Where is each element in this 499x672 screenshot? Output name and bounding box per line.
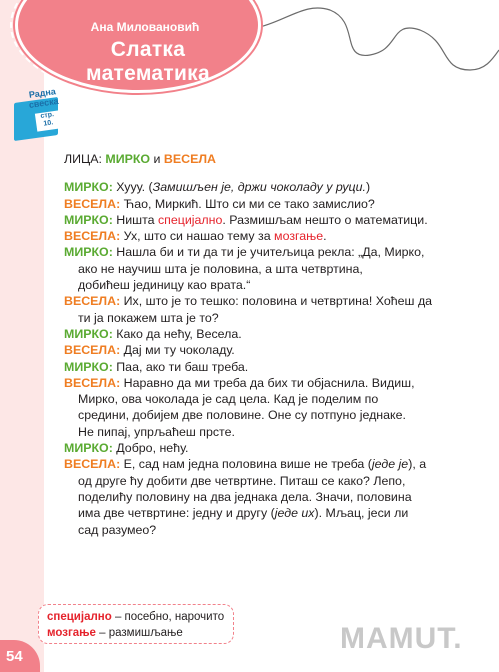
dialogue-text: Ништа [112,212,158,227]
badge-label: Радна свеска [28,86,60,110]
speaker-label: ВЕСЕЛА: [64,229,121,244]
dialogue-continuation: добићеш јединицу као врата.“ [78,278,251,293]
dialogue-text: Ћао, Миркић. Што си ми се тако замислио? [120,196,375,211]
dialogue-text: . [323,229,327,244]
dialogue-continuation: ако не научиш шта је половина, а шта четвртина, [78,261,363,276]
dialogue-text: једе их [274,506,315,521]
dialogue-text: једе је [371,457,409,472]
dialogue-text: Како да нећу, Весела. [112,326,242,341]
dialogue-line [64,326,474,342]
dialogue-continuation [64,505,474,521]
dialogue-text: мозгање [274,229,324,244]
dialogue-text: . Размишљам нешто о математици. [222,212,428,227]
dialogue-text: Их, што је то тешко: половина и четвртина! Хоћеш да [120,294,433,309]
dialogue-text: ). Мљац, јеси ли [314,506,409,521]
speaker-label: ВЕСЕЛА: [64,294,121,309]
speaker-label: МИРКО: [64,441,113,456]
dialogue-continuation: средини, добијем две половине. Оне су потпуно једнаке. [78,408,406,423]
dialogue-line [64,196,474,212]
glossary-box [38,604,234,644]
dialogue-text: Наравно да ми треба да бих ти објаснила. Видиш, [120,375,415,390]
dialogue-text: Добро, нећу. [112,441,189,456]
dialogue-line [64,359,474,375]
dialogue-line [64,440,474,456]
dialogue-text: има две четвртине: једну и другу ( [78,506,275,521]
dialogue-text: Ух, што си нашао тему за [120,229,275,244]
dialogue-text: Дај ми ту чоколаду. [120,343,235,358]
dialogue-continuation [64,522,474,538]
speaker-label: ВЕСЕЛА: [64,343,121,358]
dialogue-continuation [64,473,474,489]
dialogue-text: Нашла би и ти да ти је учитељица рекла: „Да, Мирко, [112,245,425,260]
dialogue-continuation: Не пипај, упрљаћеш прсте. [78,424,235,439]
dialogue-line [64,212,474,228]
page-title [38,38,258,86]
dialogue-content [64,151,474,538]
glossary-entry: специјално – посебно, нарочито [47,611,225,623]
dialogue-text: специјално [157,212,223,227]
dialogue-line [64,375,474,391]
dialogue-text: од друге ћу добити две четвртине. Питаш се како? Лепо, [78,473,406,488]
speaker-label: ВЕСЕЛА: [64,196,121,211]
dialogue-text: Паа, ако ти баш треба. [112,359,249,374]
dialogue-line [64,342,474,358]
dialogue-line [64,244,474,260]
speaker-label: ВЕСЕЛА: [64,375,121,390]
dialogue-list [64,179,474,538]
dialogue-line [64,293,474,309]
speaker-label: МИРКО: [64,245,113,260]
dialogue-text: Е, сад нам једна половина више не треба ( [120,457,372,472]
dialogue-text: сад разумео? [78,522,157,537]
dialogue-line [64,228,474,244]
dialogue-continuation [64,489,474,505]
dialogue-text: Замишљен је, држи чоколаду у руци. [152,180,366,195]
dialogue-text: Хууу. ( [112,180,153,195]
dialogue-line [64,456,474,472]
title-line-2: математика [86,62,210,85]
workbook-badge [12,88,68,138]
glossary-entry: мозгање – размишљање [47,627,183,639]
dialogue-text: ), а [408,457,427,472]
dialogue-line [64,179,474,195]
dialogue-continuation: ти ја покажем шта је то? [78,310,219,325]
page-number: 54 [6,648,23,665]
author-name: Ана Миловановић [90,20,200,34]
speaker-label: МИРКО: [64,359,113,374]
speaker-label: МИРКО: [64,326,113,341]
watermark-logo: MAMUT. [340,622,463,655]
persons-line: ЛИЦА: МИРКО и ВЕСЕЛА [64,152,216,166]
badge-page-ref: стр. 10. [35,110,61,131]
dialogue-continuation: Мирко, ова чоколада је сад цела. Кад је поделим по [78,392,379,407]
dialogue-text: поделићу половину на два једнака дела. Значи, половина [78,489,412,504]
dialogue-text: ) [365,180,371,195]
speaker-label: МИРКО: [64,180,113,195]
speaker-label: ВЕСЕЛА: [64,457,121,472]
speaker-label: МИРКО: [64,212,113,227]
title-line-1: Слатка [110,38,186,61]
